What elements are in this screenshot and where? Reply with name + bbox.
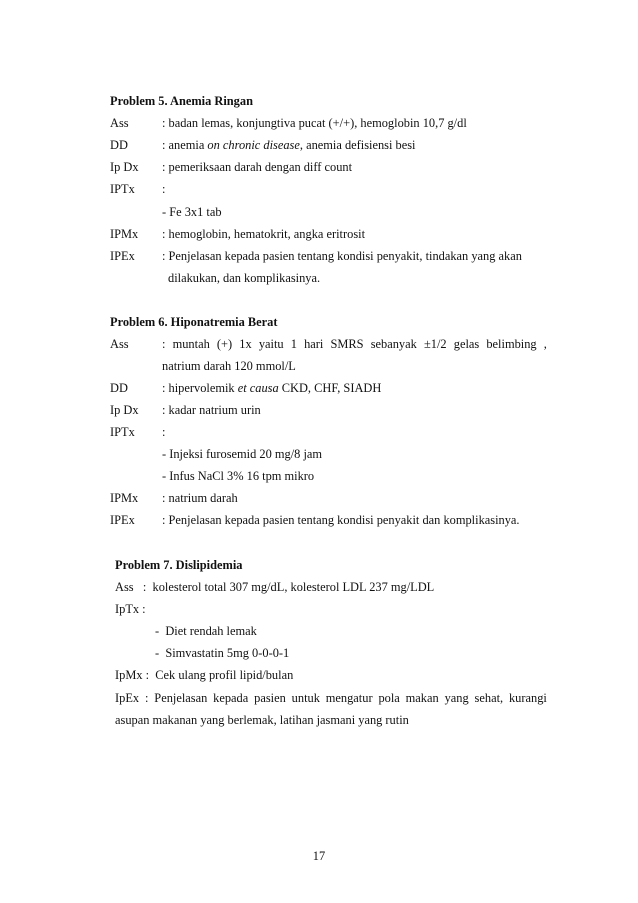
p5-ipmx-text: : hemoglobin, hematokrit, angka eritrosit bbox=[162, 227, 366, 241]
problem-5-title: Problem 5. Anemia Ringan bbox=[110, 94, 253, 108]
p7-ipex-word: makan bbox=[405, 691, 439, 705]
p6-ass-word: gelas bbox=[453, 337, 480, 351]
p5-dd-text bbox=[162, 137, 416, 153]
p6-dd-italic: et causa bbox=[237, 381, 279, 395]
p6-ass-word: hari bbox=[304, 337, 324, 351]
p7-ipex-line1 bbox=[115, 690, 547, 706]
p5-dd-italic: on chronic disease bbox=[207, 138, 300, 152]
p6-ass-line2: natrium darah 120 mmol/L bbox=[162, 359, 296, 373]
p6-ipdx-text: : kadar natrium urin bbox=[162, 403, 261, 417]
p7-ipex-word: mengatur bbox=[325, 691, 373, 705]
p6-dd-post: CKD, CHF, SIADH bbox=[278, 381, 382, 395]
p5-dd-pre: : anemia bbox=[162, 138, 208, 152]
problem-6-title: Problem 6. Hiponatremia Berat bbox=[110, 315, 278, 329]
p7-iptx: IpTx : bbox=[115, 602, 146, 616]
p6-ass-label: Ass bbox=[110, 337, 129, 351]
p6-ass-word: SMRS bbox=[330, 337, 364, 351]
page-number: 17 bbox=[312, 849, 326, 863]
p7-ipex-word: yang bbox=[444, 691, 469, 705]
p6-ass-word: muntah bbox=[172, 337, 210, 351]
p6-ass-line1 bbox=[162, 336, 547, 352]
p5-iptx-item: - Fe 3x1 tab bbox=[162, 205, 222, 219]
p6-ipdx-label: Ip Dx bbox=[110, 403, 139, 417]
p7-ipex-word: sehat, bbox=[474, 691, 504, 705]
p6-ipex-label: IPEx bbox=[110, 513, 135, 527]
p6-iptx-label: IPTx bbox=[110, 425, 135, 439]
p6-iptx-item-2: - Infus NaCl 3% 16 tpm mikro bbox=[162, 469, 315, 483]
p7-ipmx: IpMx : Cek ulang profil lipid/bulan bbox=[115, 668, 294, 682]
p7-ipex-word: Penjelasan bbox=[154, 691, 208, 705]
p5-ipex-line2: dilakukan, dan komplikasinya. bbox=[168, 271, 321, 285]
p6-dd-label: DD bbox=[110, 381, 128, 395]
p6-ipex-text: : Penjelasan kepada pasien tentang kondisi penyakit dan komplikasinya. bbox=[162, 513, 520, 527]
p7-ipex-line2: asupan makanan yang berlemak, latihan jasmani yang rutin bbox=[115, 713, 409, 727]
p7-ipex-word: kepada bbox=[213, 691, 249, 705]
p5-ipmx-label: IPMx bbox=[110, 227, 139, 241]
p6-ass-word: sebanyak bbox=[370, 337, 417, 351]
p7-ipex-word: IpEx bbox=[115, 691, 140, 705]
p5-ipdx-text: : pemeriksaan darah dengan diff count bbox=[162, 160, 353, 174]
p5-iptx-label: IPTx bbox=[110, 182, 135, 196]
p7-ipex-word: pasien bbox=[254, 691, 286, 705]
p6-ass-word: ±1/2 bbox=[423, 337, 447, 351]
p5-ipex-label: IPEx bbox=[110, 249, 135, 263]
p6-dd-text bbox=[162, 380, 381, 396]
p6-ass-word: yaitu bbox=[258, 337, 284, 351]
p7-ass: Ass : kolesterol total 307 mg/dL, kolesterol LDL 237 mg/LDL bbox=[115, 580, 435, 594]
p5-dd-post: , anemia defisiensi besi bbox=[299, 138, 416, 152]
p7-ipex-word: kurangi bbox=[508, 691, 547, 705]
p5-ass-label: Ass bbox=[110, 116, 129, 130]
p6-ipmx-text: : natrium darah bbox=[162, 491, 238, 505]
p5-ipdx-label: Ip Dx bbox=[110, 160, 139, 174]
p6-iptx-item-1: - Injeksi furosemid 20 mg/8 jam bbox=[162, 447, 323, 461]
p6-ass-word: 1x bbox=[239, 337, 252, 351]
p6-dd-pre: : hipervolemik bbox=[162, 381, 238, 395]
p7-ipex-word: untuk bbox=[291, 691, 320, 705]
p6-ass-word: , bbox=[543, 337, 547, 351]
p5-ipex-line1: : Penjelasan kepada pasien tentang kondisi penyakit, tindakan yang akan bbox=[162, 249, 522, 263]
p6-ass-word: (+) bbox=[216, 337, 233, 351]
p5-ass-text: : badan lemas, konjungtiva pucat (+/+), hemoglobin 10,7 g/dl bbox=[162, 116, 467, 130]
p6-ass-word: 1 bbox=[290, 337, 297, 351]
p5-iptx-text: : bbox=[162, 182, 166, 196]
p7-ipex-word: : bbox=[144, 691, 149, 705]
p6-iptx-text: : bbox=[162, 425, 166, 439]
p7-iptx-item-2: - Simvastatin 5mg 0-0-0-1 bbox=[155, 646, 290, 660]
problem-7-title: Problem 7. Dislipidemia bbox=[115, 558, 243, 572]
p6-ass-word: : bbox=[162, 337, 166, 351]
p7-ipex-word: pola bbox=[378, 691, 400, 705]
p6-ipmx-label: IPMx bbox=[110, 491, 139, 505]
p5-dd-label: DD bbox=[110, 138, 128, 152]
p7-iptx-item-1: - Diet rendah lemak bbox=[155, 624, 257, 638]
p6-ass-word: belimbing bbox=[486, 337, 537, 351]
